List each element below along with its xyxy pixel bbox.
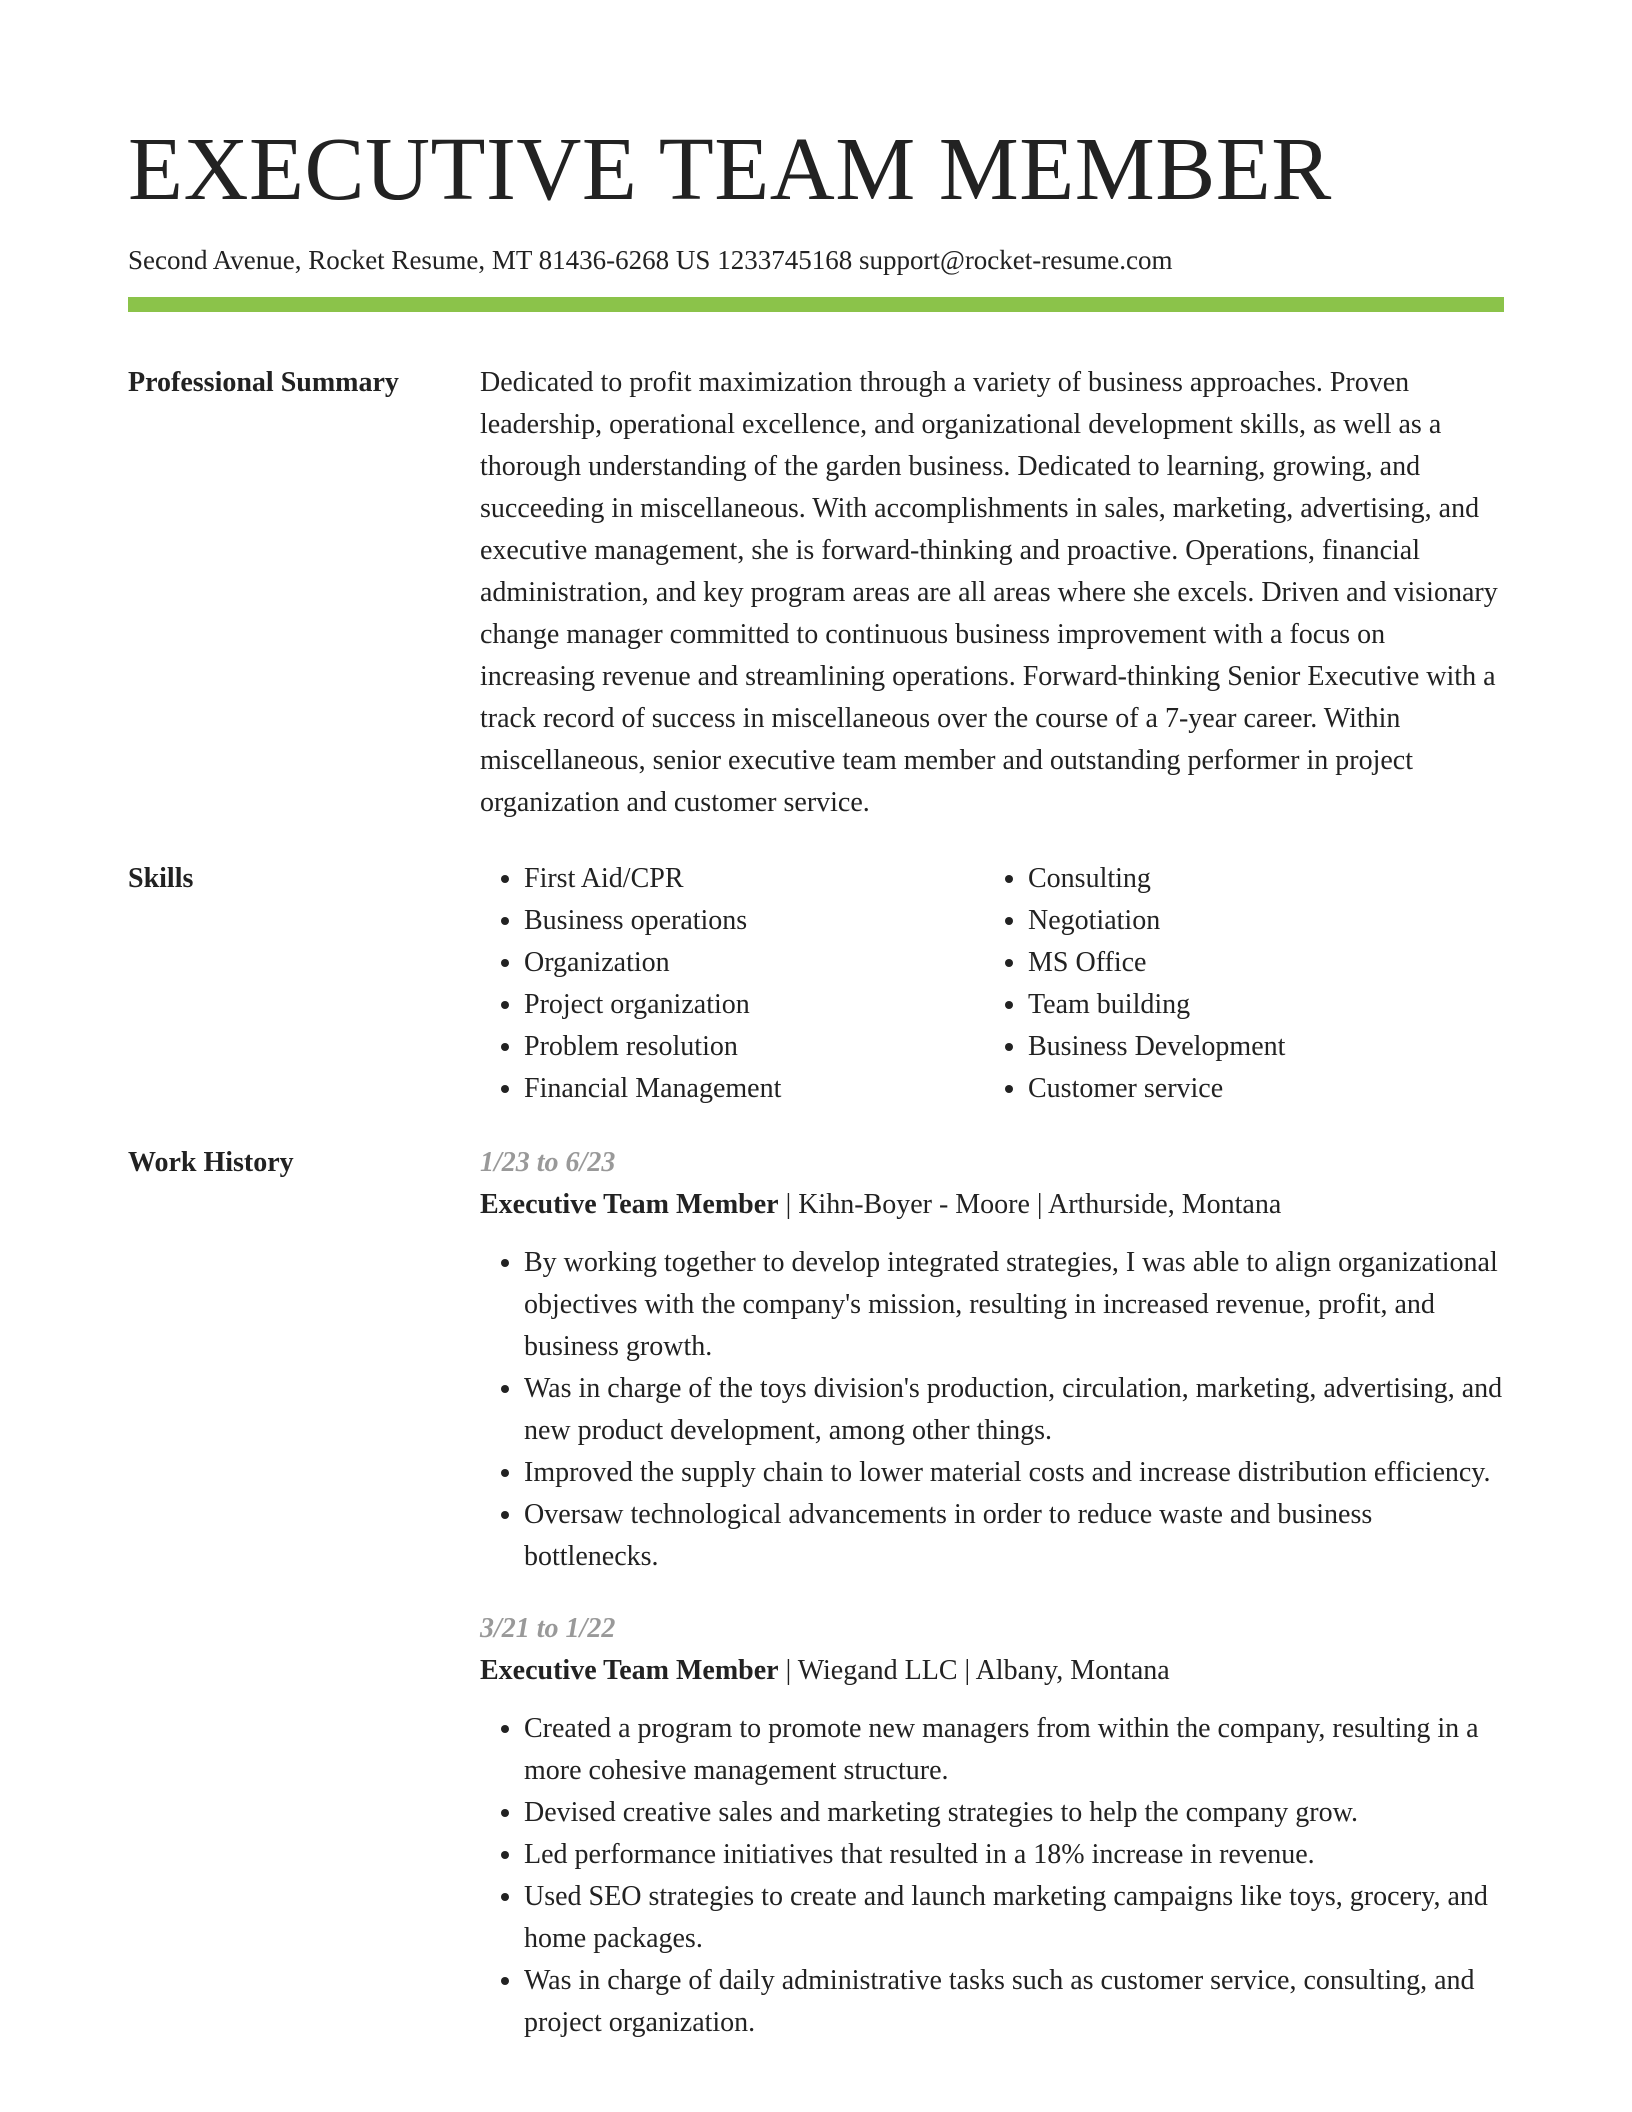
job-entry [480,1608,1504,2044]
skill-item: • First Aid/CPR [524,858,984,900]
job-bullet: • Oversaw technological advancements in order to reduce waste and business bottlenecks. [524,1494,1504,1578]
job-title: Executive Team Member [480,1655,779,1686]
work-history-body [480,1142,1504,2044]
skills-grid [480,858,1504,1110]
job-details: | Kihn-Boyer - Moore | Arthurside, Montana [778,1189,1282,1220]
skills-body [480,858,1504,1110]
summary-body [480,362,1504,824]
job-bullet: • Created a program to promote new managers from within the company, resulting in a more cohesive management structure. [524,1708,1504,1792]
section-label-skills: Skills [128,863,194,894]
skill-item: • Business operations [524,900,984,942]
job-dates: 3/21 to 1/22 [480,1613,616,1644]
section-label-work-history: Work History [128,1147,294,1178]
job-heading [480,1184,1504,1226]
skills-section [128,858,1504,1110]
job-bullet: • Was in charge of the toys division's production, circulation, marketing, advertising, and new product development, among other things. [524,1368,1504,1452]
job-dates: 1/23 to 6/23 [480,1147,616,1178]
job-bullet: • Led performance initiatives that resulted in a 18% increase in revenue. [524,1834,1504,1876]
section-label-summary: Professional Summary [128,367,399,398]
job-bullet: • Used SEO strategies to create and launch marketing campaigns like toys, grocery, and home packages. [524,1876,1504,1960]
contact-phone: 1233745168 [717,245,853,275]
skill-item: • Problem resolution [524,1026,984,1068]
work-history-section [128,1142,1504,2044]
contact-line [128,242,1504,278]
resume-page [128,118,1504,2044]
skill-item: • MS Office [1028,942,1468,984]
job-heading [480,1650,1504,1692]
job-title: Executive Team Member [480,1189,779,1220]
job-entry [480,1142,1504,1578]
skills-list-right [984,858,1468,1110]
skill-item: • Project organization [524,984,984,1026]
job-bullet: • Was in charge of daily administrative tasks such as customer service, consulting, and project organization. [524,1960,1504,2044]
job-bullet: • Improved the supply chain to lower material costs and increase distribution efficiency. [524,1452,1504,1494]
job-bullets [480,1242,1504,1578]
job-bullet: • Devised creative sales and marketing strategies to help the company grow. [524,1792,1504,1834]
skill-item: • Team building [1028,984,1468,1026]
contact-address: Second Avenue, Rocket Resume, MT 81436-6268 US [128,245,711,275]
job-details: | Wiegand LLC | Albany, Montana [778,1655,1170,1686]
professional-summary-section [128,362,1504,824]
skills-list-left [480,858,984,1110]
skill-item: • Organization [524,942,984,984]
contact-email: support@rocket-resume.com [858,245,1173,275]
header-divider [128,297,1504,312]
job-bullets [480,1708,1504,2044]
skill-item: • Financial Management [524,1068,984,1110]
candidate-name: EXECUTIVE TEAM MEMBER [128,120,1332,219]
job-bullet: • By working together to develop integrated strategies, I was able to align organizational objectives with the company's mission, resulting in increased revenue, profit, and business growth. [524,1242,1504,1368]
summary-text: Dedicated to profit maximization through a variety of business approaches. Proven leadership, operational excellence, and organizational development skills, as well as a thorough understanding of the garden business. Dedicated to learning, growing, and succeeding in miscellaneous. With accomplishments in sales, marketing, advertising, and executive management, she is forward-thinking and proactive. Operations, financial administration, and key program areas are all areas where she excels. Driven and visionary change manager committed to continuous business improvement with a focus on increasing revenue and streamlining operations. Forward-thinking Senior Executive with a track record of success in miscellaneous over the course of a 7-year career. Within miscellaneous, senior executive team member and outstanding performer in project organization and customer service. [480,367,1498,818]
skill-item: • Customer service [1028,1068,1468,1110]
skill-item: • Business Development [1028,1026,1468,1068]
skill-item: • Negotiation [1028,900,1468,942]
skill-item: • Consulting [1028,858,1468,900]
